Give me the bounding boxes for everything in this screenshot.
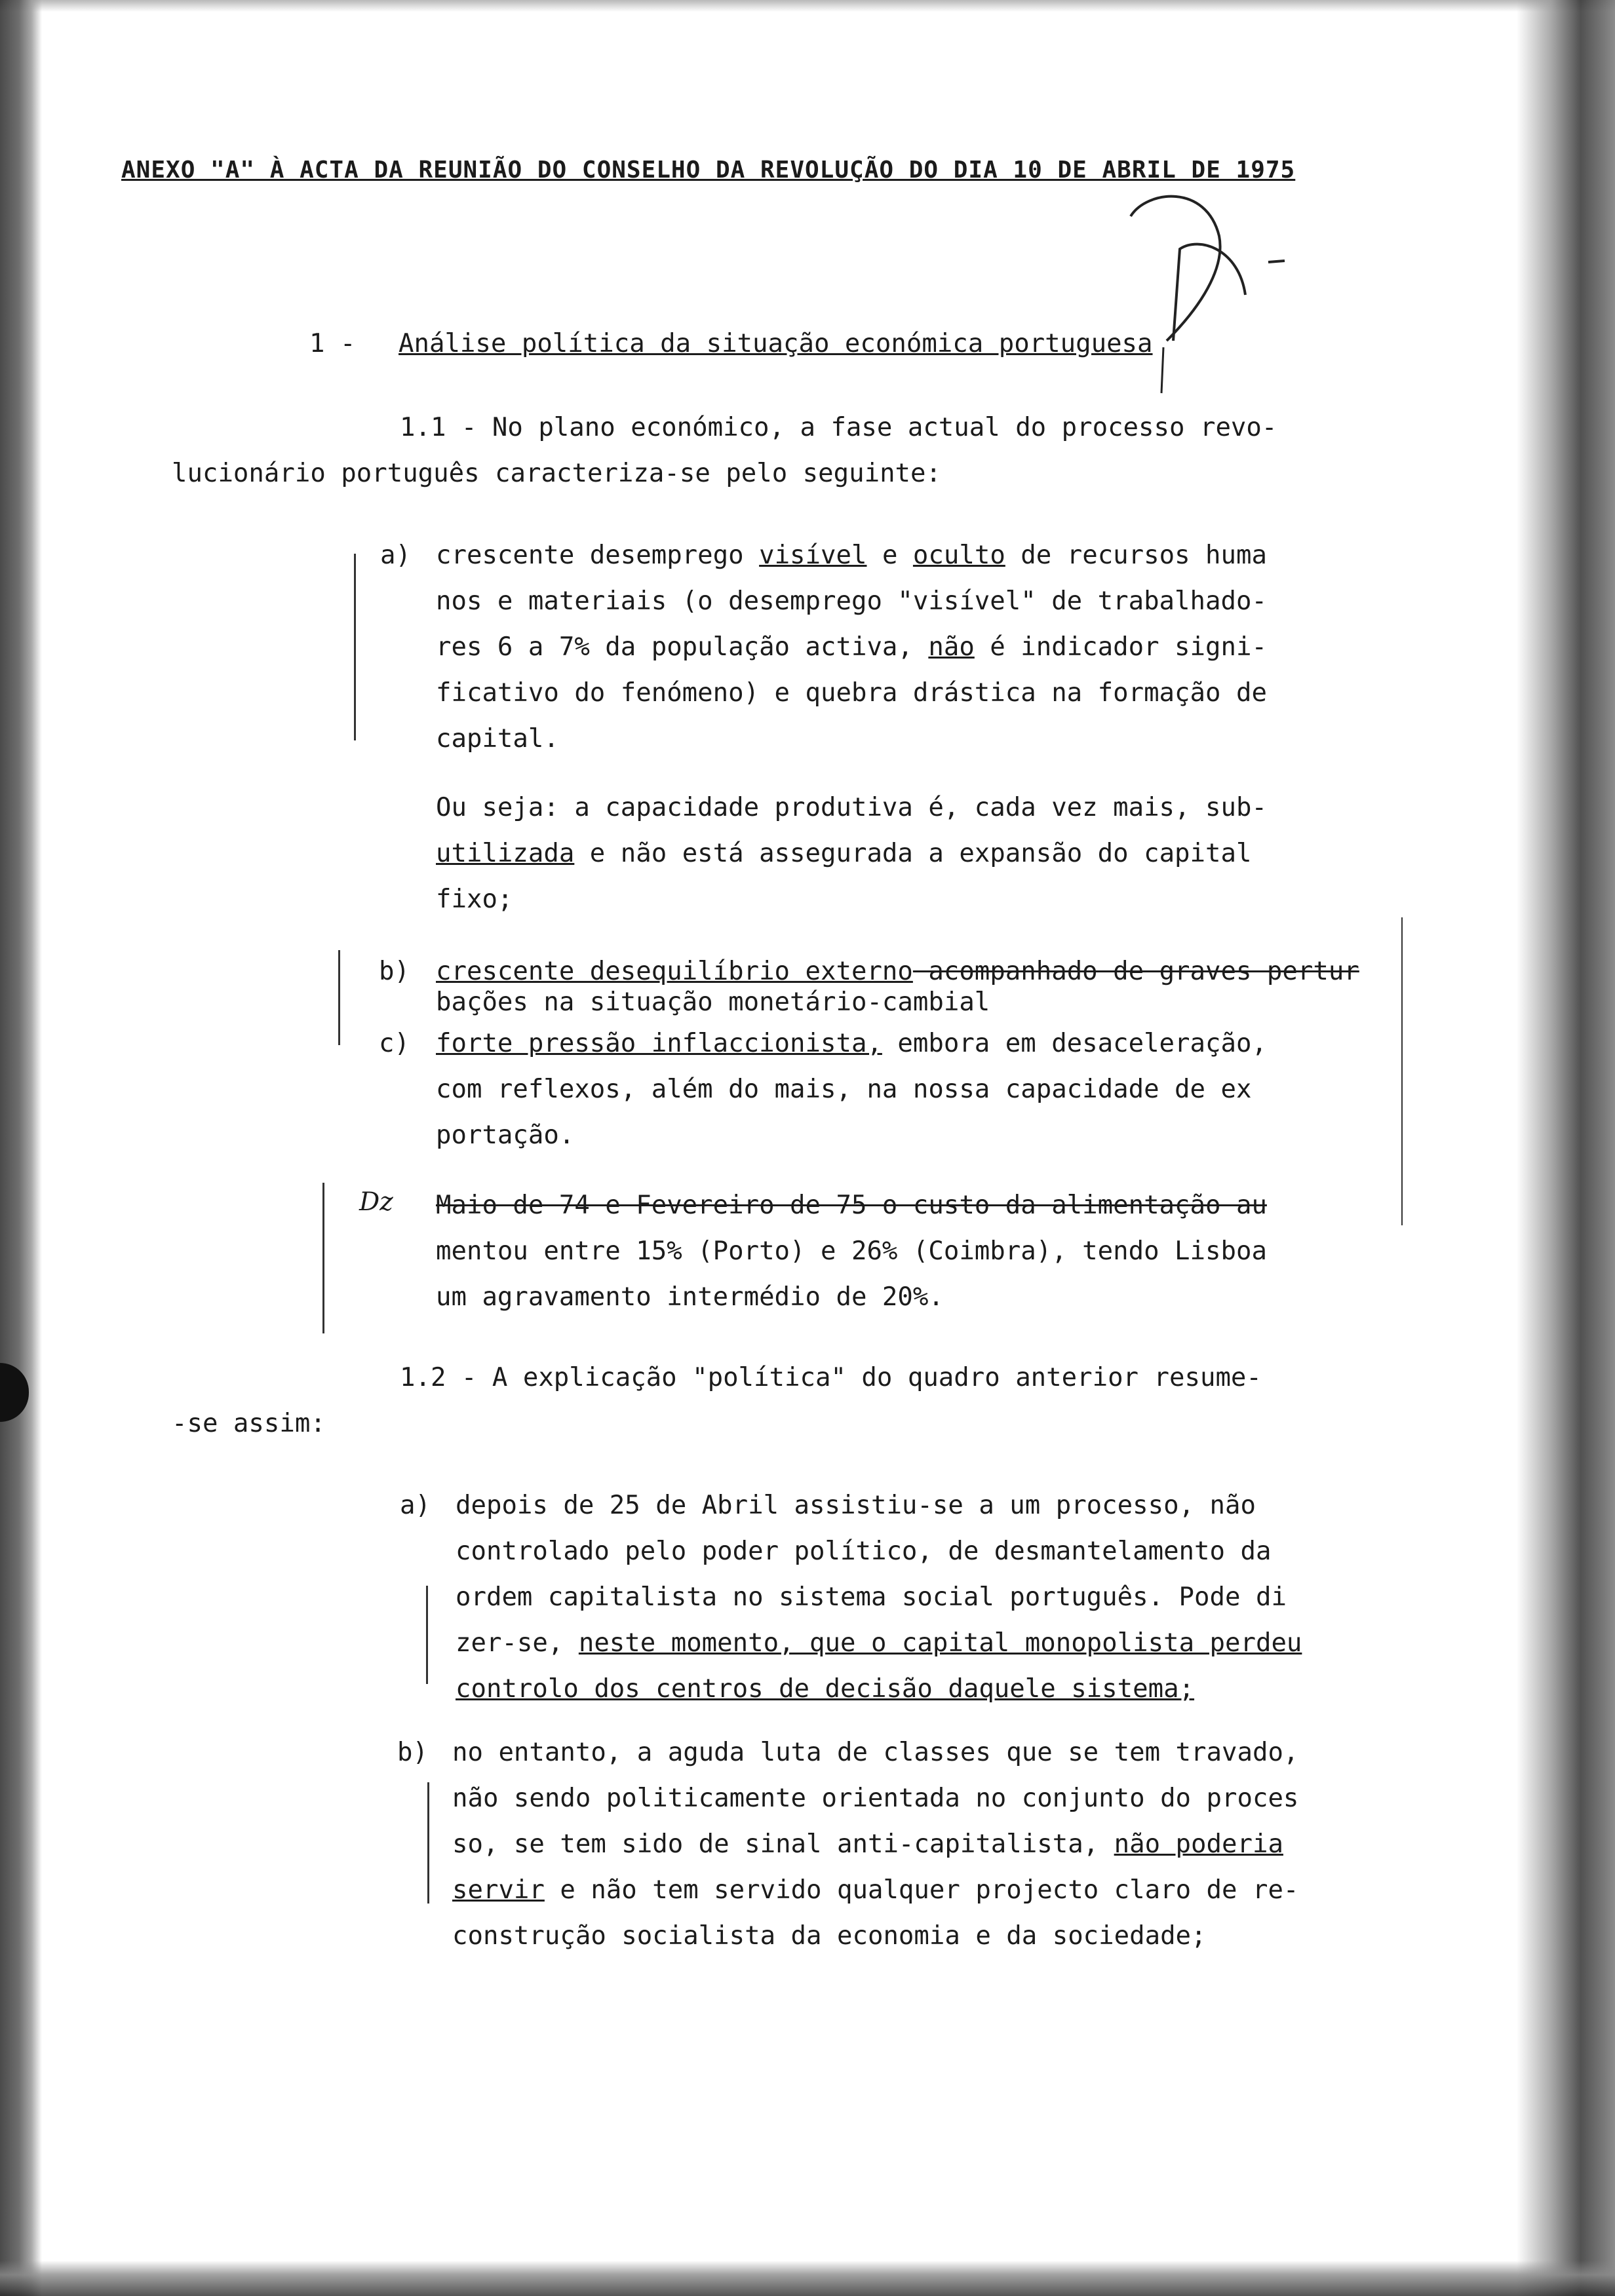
note-line-1: Maio de 74 e Fevereiro de 75 o custo da alimentação au — [436, 1191, 1267, 1220]
item-a-line-3: res 6 a 7% da população activa, não é indicador signi- — [436, 632, 1267, 662]
paragraph-1-1-line-1: 1.1 - No plano económico, a fase actual do processo revo- — [400, 413, 1277, 442]
item-2a-line-1: depois de 25 de Abril assistiu-se a um processo, não — [456, 1491, 1256, 1520]
item-a-sentence-line-1: Ou seja: a capacidade produtiva é, cada vez mais, sub- — [436, 793, 1267, 822]
item-2b-line-4: servir e não tem servido qualquer projecto claro de re- — [452, 1875, 1299, 1905]
item-a-sentence-line-2: utilizada e não está assegurada a expansão do capital — [436, 839, 1252, 868]
note-line-3: um agravamento intermédio de 20%. — [436, 1282, 944, 1312]
item-b-marker: b) — [379, 957, 410, 986]
item-2b-line-2: não sendo politicamente orientada no conjunto do proces — [452, 1784, 1299, 1813]
item-c-marker: c) — [379, 1029, 410, 1058]
section-number: 1 - — [309, 329, 356, 358]
margin-line — [322, 1183, 324, 1333]
item-2a-marker: a) — [400, 1491, 431, 1520]
note-line-2: mentou entre 15% (Porto) e 26% (Coimbra), tendo Lisboa — [436, 1236, 1267, 1266]
paragraph-1-2-line-1: 1.2 - A explicação "política" do quadro anterior resume- — [400, 1363, 1262, 1392]
scan-edge-right — [1517, 0, 1615, 2296]
scan-edge-bottom — [0, 2261, 1615, 2296]
margin-line — [1401, 917, 1403, 1225]
paragraph-1-1-line-2: lucionário português caracteriza-se pelo seguinte: — [172, 459, 941, 488]
margin-line — [426, 1586, 428, 1684]
item-c-line-2: com reflexos, além do mais, na nossa capacidade de ex — [436, 1075, 1252, 1104]
paragraph-1-2-line-2: -se assim: — [172, 1409, 326, 1438]
margin-line — [354, 554, 356, 740]
handwritten-signature-mark — [1088, 177, 1311, 406]
item-2a-line-4: zer-se, neste momento, que o capital monopolista perdeu — [456, 1628, 1302, 1658]
item-2b-line-3: so, se tem sido de sinal anti-capitalista, não poderia — [452, 1829, 1283, 1859]
item-2b-line-5: construção socialista da economia e da sociedade; — [452, 1921, 1207, 1951]
note-marker: Dz — [359, 1187, 393, 1217]
item-2a-line-2: controlado pelo poder político, de desmantelamento da — [456, 1537, 1272, 1566]
item-c-line-1: forte pressão inflaccionista, embora em desaceleração, — [436, 1029, 1267, 1058]
item-b-line-2: bações na situação monetário-cambial — [436, 987, 990, 1017]
scan-edge-left — [0, 0, 42, 2296]
item-a-marker: a) — [380, 541, 411, 570]
item-a-line-1: crescente desemprego visível e oculto de recursos huma — [436, 541, 1267, 570]
item-a-line-5: capital. — [436, 724, 559, 754]
section-title: Análise política da situação económica portuguesa — [399, 329, 1153, 358]
item-2b-marker: b) — [397, 1738, 428, 1767]
item-2a-line-5: controlo dos centros de decisão daquele sistema; — [456, 1674, 1195, 1704]
item-2a-line-3: ordem capitalista no sistema social português. Pode di — [456, 1582, 1287, 1612]
item-a-line-2: nos e materiais (o desemprego "visível" de trabalhado- — [436, 586, 1267, 616]
margin-line — [427, 1782, 429, 1904]
margin-line — [338, 950, 340, 1045]
item-c-line-3: portação. — [436, 1120, 575, 1150]
document-header: ANEXO "A" À ACTA DA REUNIÃO DO CONSELHO DA REVOLUÇÃO DO DIA 10 DE ABRIL DE 1975 — [121, 157, 1296, 183]
item-b-line-1: crescente desequilíbrio externo acompanhado de graves pertur — [436, 957, 1359, 986]
item-a-sentence-line-3: fixo; — [436, 885, 513, 914]
item-2b-line-1: no entanto, a aguda luta de classes que se tem travado, — [452, 1738, 1299, 1767]
scan-edge-top — [0, 0, 1615, 12]
item-a-line-4: ficativo do fenómeno) e quebra drástica na formação de — [436, 678, 1267, 708]
